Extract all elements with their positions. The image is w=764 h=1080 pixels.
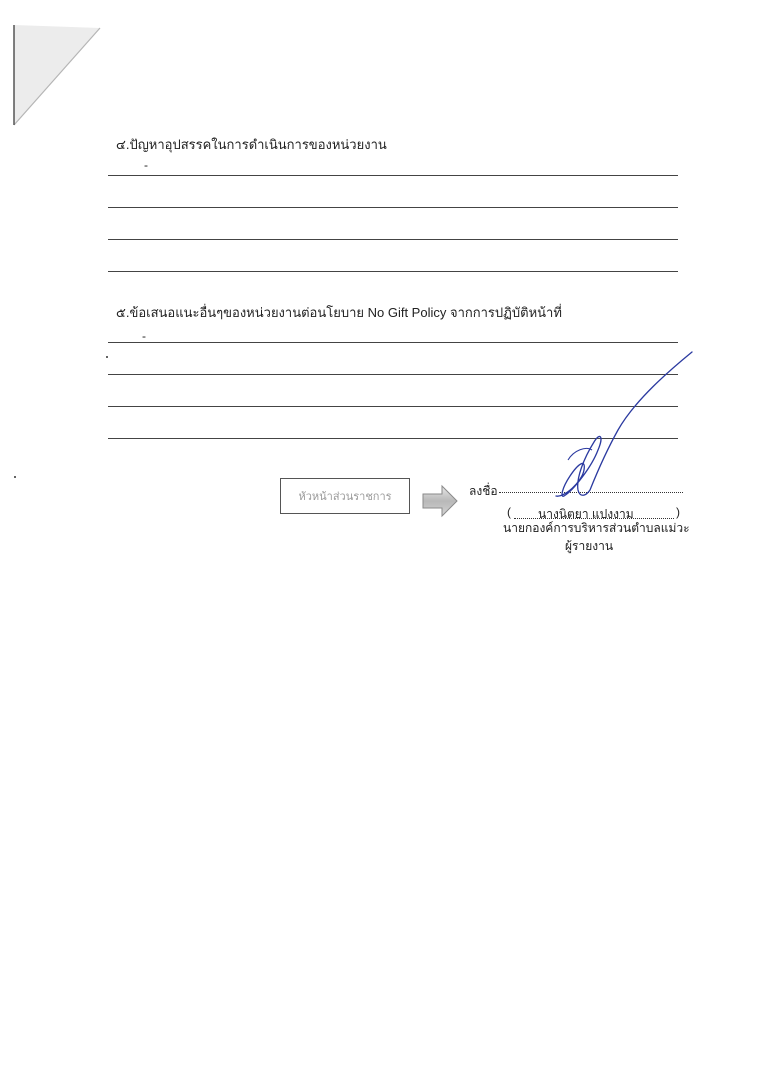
name-open-paren: ( [507,505,511,519]
scan-speck [106,356,108,358]
handwritten-signature [540,350,700,500]
answer-line [108,239,678,240]
page-corner-fold [0,0,120,140]
section-5-answer: - [142,329,146,343]
scan-speck [14,476,16,478]
answer-line [108,342,678,343]
department-head-stamp [280,478,410,514]
signer-position: นายกองค์การบริหารส่วนตำบลแม่วะ [503,521,690,535]
signer-name: นางนิตยา แปงงาม [538,507,634,521]
section-4-heading: ๔.ปัญหาอุปสรรคในการดำเนินการของหน่วยงาน [116,137,387,152]
answer-line [108,175,678,176]
answer-line [108,271,678,272]
section-4-answer: - [144,158,148,172]
section-5-heading: ๕.ข้อเสนอแนะอื่นๆของหน่วยงานต่อนโยบาย No Gift Policy จากการปฏิบัติหน้าที่ [116,305,562,320]
sign-label: ลงชื่อ [469,484,498,498]
answer-line [108,207,678,208]
right-arrow-icon [422,484,458,518]
name-close-paren: ) [676,505,680,519]
signer-role: ผู้รายงาน [565,539,614,553]
stamp-label: หัวหน้าส่วนราชการ [298,491,392,503]
